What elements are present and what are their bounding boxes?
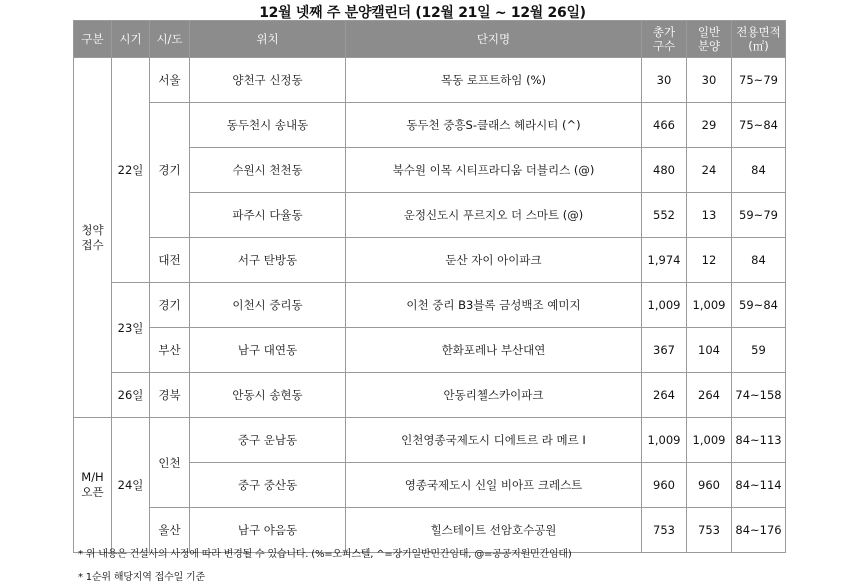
area-cell: 75~79 — [732, 58, 786, 103]
group-label: 청약 접수 — [74, 58, 112, 418]
area-cell: 84 — [732, 148, 786, 193]
region-cell: 경기 — [150, 103, 190, 238]
complex-cell: 안동리첼스카이파크 — [346, 373, 642, 418]
area-cell: 59~79 — [732, 193, 786, 238]
general-cell: 1,009 — [687, 418, 732, 463]
general-cell: 264 — [687, 373, 732, 418]
footnote: * 위 내용은 건설사의 사정에 따라 변경될 수 있습니다. (%=오피스텔, ^=장기일반민간임대, @=공공지원민간임대) — [78, 549, 572, 560]
complex-cell: 운정신도시 푸르지오 더 스마트 (@) — [346, 193, 642, 238]
area-cell: 75~84 — [732, 103, 786, 148]
general-cell: 753 — [687, 508, 732, 553]
header-complex: 단지명 — [346, 21, 642, 58]
area-cell: 84 — [732, 238, 786, 283]
table-row — [74, 418, 786, 463]
date-cell: 26일 — [112, 373, 150, 418]
group-label: M/H 오픈 — [74, 418, 112, 553]
header-total-households: 총가 구수 — [642, 21, 687, 58]
sales-calendar-table — [73, 20, 786, 553]
region-cell: 경북 — [150, 373, 190, 418]
location-cell: 동두천시 송내동 — [190, 103, 346, 148]
location-cell: 양천구 신정동 — [190, 58, 346, 103]
location-cell: 남구 대연동 — [190, 328, 346, 373]
location-cell: 서구 탄방동 — [190, 238, 346, 283]
complex-cell: 둔산 자이 아이파크 — [346, 238, 642, 283]
location-cell: 중구 운남동 — [190, 418, 346, 463]
date-cell: 24일 — [112, 418, 150, 553]
general-cell: 29 — [687, 103, 732, 148]
page-title: 12월 넷째 주 분양캘린더 (12월 21일 ~ 12월 26일) — [259, 5, 586, 21]
area-cell: 74~158 — [732, 373, 786, 418]
area-cell: 59 — [732, 328, 786, 373]
table-row — [74, 58, 786, 103]
header-location: 위치 — [190, 21, 346, 58]
location-cell: 안동시 송현동 — [190, 373, 346, 418]
complex-cell: 북수원 이목 시티프라디움 더블리스 (@) — [346, 148, 642, 193]
location-cell: 중구 중산동 — [190, 463, 346, 508]
header-general-sale: 일반 분양 — [687, 21, 732, 58]
location-cell: 남구 야음동 — [190, 508, 346, 553]
area-cell: 59~84 — [732, 283, 786, 328]
complex-cell: 힐스테이트 선암호수공원 — [346, 508, 642, 553]
total-cell: 466 — [642, 103, 687, 148]
footnote: * 1순위 해당지역 접수일 기준 — [78, 572, 205, 583]
general-cell: 104 — [687, 328, 732, 373]
total-cell: 960 — [642, 463, 687, 508]
total-cell: 30 — [642, 58, 687, 103]
header-region: 시/도 — [150, 21, 190, 58]
location-cell: 수원시 천천동 — [190, 148, 346, 193]
general-cell: 13 — [687, 193, 732, 238]
table-row — [74, 373, 786, 418]
table-row — [74, 103, 786, 148]
location-cell: 이천시 중리동 — [190, 283, 346, 328]
general-cell: 1,009 — [687, 283, 732, 328]
total-cell: 480 — [642, 148, 687, 193]
date-cell: 23일 — [112, 283, 150, 373]
total-cell: 753 — [642, 508, 687, 553]
area-cell: 84~113 — [732, 418, 786, 463]
region-cell: 경기 — [150, 283, 190, 328]
complex-cell: 인천영종국제도시 디에트르 라 메르 Ⅰ — [346, 418, 642, 463]
area-cell: 84~114 — [732, 463, 786, 508]
complex-cell: 목동 로프트하임 (%) — [346, 58, 642, 103]
location-cell: 파주시 다율동 — [190, 193, 346, 238]
general-cell: 960 — [687, 463, 732, 508]
region-cell: 부산 — [150, 328, 190, 373]
general-cell: 24 — [687, 148, 732, 193]
header-category: 구분 — [74, 21, 112, 58]
table-row — [74, 283, 786, 328]
region-cell: 인천 — [150, 418, 190, 508]
complex-cell: 영종국제도시 신일 비아프 크레스트 — [346, 463, 642, 508]
total-cell: 1,009 — [642, 283, 687, 328]
complex-cell: 한화포레나 부산대연 — [346, 328, 642, 373]
region-cell: 울산 — [150, 508, 190, 553]
total-cell: 1,009 — [642, 418, 687, 463]
general-cell: 12 — [687, 238, 732, 283]
area-cell: 84~176 — [732, 508, 786, 553]
total-cell: 552 — [642, 193, 687, 238]
complex-cell: 이천 중리 B3블록 금성백조 예미지 — [346, 283, 642, 328]
header-row — [74, 21, 786, 58]
total-cell: 264 — [642, 373, 687, 418]
table-row — [74, 238, 786, 283]
region-cell: 대전 — [150, 238, 190, 283]
date-cell: 22일 — [112, 58, 150, 283]
header-area: 전용면적 (㎡) — [732, 21, 786, 58]
total-cell: 367 — [642, 328, 687, 373]
total-cell: 1,974 — [642, 238, 687, 283]
table-row — [74, 328, 786, 373]
region-cell: 서울 — [150, 58, 190, 103]
general-cell: 30 — [687, 58, 732, 103]
header-date: 시기 — [112, 21, 150, 58]
complex-cell: 동두천 중흥S-클래스 헤라시티 (^) — [346, 103, 642, 148]
